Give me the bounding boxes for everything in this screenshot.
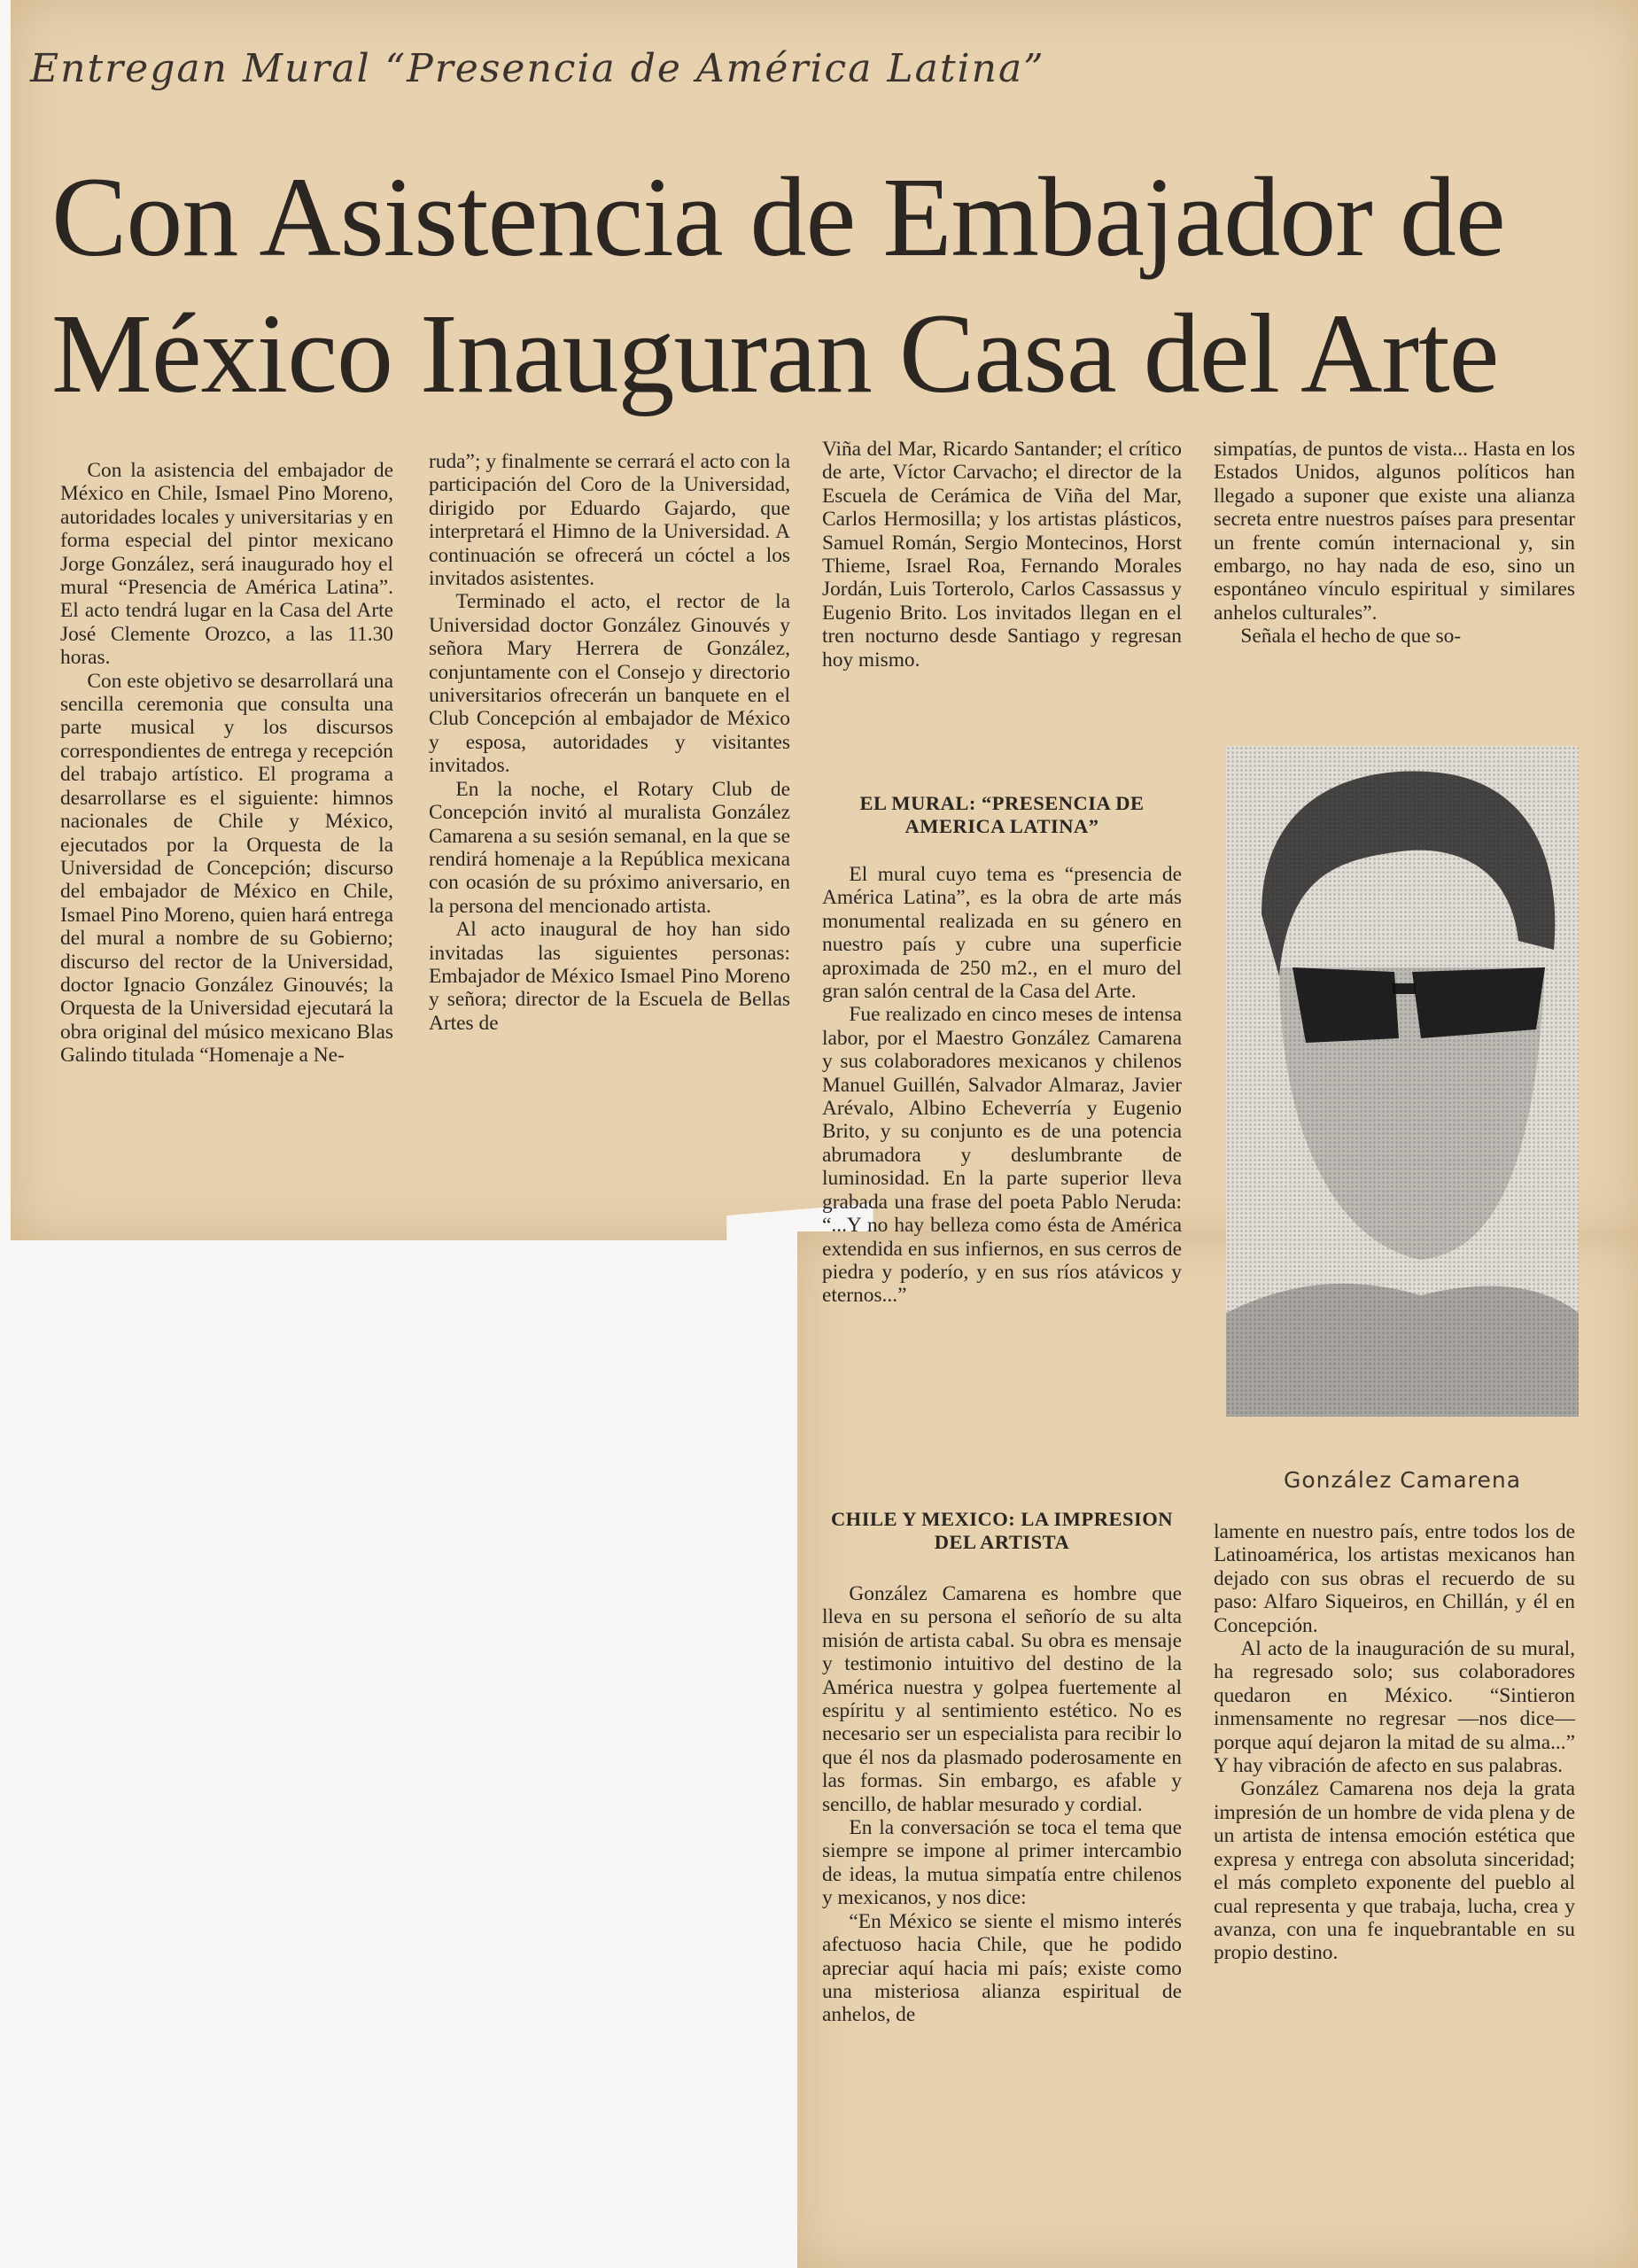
paragraph: Viña del Mar, Ricardo Santander; el crítico de arte, Víctor Carvacho; el director de la Escuela de Cerámica de Viña del Mar, Carlos Hermosilla; y los artistas plásticos, Samuel Román, Sergio Montecinos, Horst Thieme, Israel Roa, Fernando Morales Jordán, Luis Torterolo, Carlos Cassassus y Eugenio Brito. Los invitados llegan en el tren nocturno desde Santiago y regresan hoy mismo. [822,438,1182,672]
portrait-photo [1226,746,1579,1417]
paragraph: lamente en nuestro país, entre todos los de Latinoamérica, los artistas mexicanos han dejado con sus obras el recuerdo de su paso: Alfaro Siqueiros, en Chillán, y él en Concepción. [1214,1520,1575,1637]
article-column-2 [429,450,790,1035]
paragraph: En la conversación se toca el tema que siempre se impone al primer intercambio de ideas, la mutua simpatía entre chilenos y mexicanos, y nos dice: [822,1816,1182,1910]
article-column-4-bottom [1214,1520,1575,1965]
paragraph: Fue realizado en cinco meses de intensa labor, por el Maestro González Camarena y sus colaboradores mexicanos y chilenos Manuel Guillén, Salvador Almaraz, Javier Arévalo, Albino Echeverría y Eugenio Brito, y su conjunto es de una potencia abrumadora y deslumbrante de luminosidad. En la parte superior lleva grabada una frase del poeta Pablo Neruda: “...Y no hay belleza como ésta de América extendida en sus infiernos, en sus cerros de piedra y poderío, y en sus ríos atávicos y eternos...” [822,1003,1182,1308]
paragraph: En la noche, el Rotary Club de Concepción invitó al muralista González Camarena a su sesión semanal, en la que se rendirá homenaje a la República mexicana con ocasión de su próximo aniversario, en la persona del mencionado artista. [429,777,790,918]
paragraph: Con la asistencia del embajador de México en Chile, Ismael Pino Moreno, autoridades locales y universitarias y en forma especial del pintor mexicano Jorge González, será inaugurado hoy el mural “Presencia de América Latina”. El acto tendrá lugar en la Casa del Arte José Clemente Orozco, a las 11.30 horas. [60,459,393,670]
article-column-1 [60,459,393,1068]
paragraph: simpatías, de puntos de vista... Hasta en los Estados Unidos, algunos políticos han llegado a suponer que existe una alianza secreta entre nuestros países para presentar un frente común internacional y, sin embargo, no hay nada de eso, sino un espontáneo vínculo espiritual y similares anhelos culturales”. [1214,438,1575,625]
subhead-impresion: CHILE Y MEXICO: LA IMPRESION DEL ARTISTA [830,1508,1174,1553]
headline: Con Asistencia de Embajador de México Inauguran Casa del Arte [51,154,1505,416]
kicker: Entregan Mural “Presencia de América Latina” [30,46,1045,91]
paragraph: Con este objetivo se desarrollará una sencilla ceremonia que consulta una parte musical y los discursos correspondientes de entrega y recepción del trabajo artístico. El programa a desarrollarse es el siguiente: himnos nacionales de Chile y México, ejecutados por la Orquesta de la Universidad de Concepción; discurso del embajador de México en Chile, Ismael Pino Moreno, quien hará entrega del mural a nombre de su Gobierno; discurso del rector de la Universidad, doctor Ignacio González Ginouvés; la Orquesta de la Universidad ejecutará la obra original del músico mexicano Blas Galindo titulada “Homenaje a Ne- [60,669,393,1068]
paragraph: Al acto de la inauguración de su mural, ha regresado solo; sus colaboradores quedaron en México. “Sintieron inmensamente no regresar —nos dice— porque aquí dejaron la mitad de su alma...” Y hay vibración de afecto en sus palabras. [1214,1637,1575,1778]
paragraph: Señala el hecho de que so- [1240,625,1462,649]
subhead-mural: EL MURAL: “PRESENCIA DE AMERICA LATINA” [859,792,1145,837]
article-column-3-mid [822,863,1182,1308]
paragraph: El mural cuyo tema es “presencia de América Latina”, es la obra de arte más monumental realizada en su género en nuestro país y cubre una superficie aproximada de 250 m2., en el muro del gran salón central de la Casa del Arte. [822,863,1182,1004]
paragraph: ruda”; y finalmente se cerrará el acto con la participación del Coro de la Universidad, dirigido por Eduardo Gajardo, que interpretará el Himno de la Universidad. A continuación se ofrecerá un cóctel a los invitados asistentes. [429,450,790,591]
article-column-3-top [822,438,1182,672]
article-column-4-top [1214,438,1575,649]
paragraph: González Camarena nos deja la grata impresión de un hombre de vida plena y de un artista de intensa emoción estética que expresa y entrega con absoluta sinceridad; el más completo exponente del pueblo al cual representa y que trabaja, lucha, crea y avanza, con una fe inquebrantable en su propio destino. [1214,1777,1575,1965]
paragraph: Terminado el acto, el rector de la Universidad doctor González Ginouvés y señora Mary Herrera de González, conjuntamente con el Consejo y directorio universitarios ofrecerán un banquete en el Club Concepción al embajador de México y esposa, autoridades y visitantes invitados. [429,590,790,778]
article-column-3-bottom [822,1582,1182,2027]
paragraph: Al acto inaugural de hoy han sido invitadas las siguientes personas: Embajador de México Ismael Pino Moreno y señora; director de la Escuela de Bellas Artes de [429,918,790,1035]
paragraph: “En México se siente el mismo interés afectuoso hacia Chile, que he podido apreciar aquí hacia mi país; existe como una misteriosa alianza espiritual de anhelos, de [822,1909,1182,2027]
paragraph: González Camarena es hombre que lleva en su persona el señorío de su alta misión de artista cabal. Su obra es mensaje y testimonio intuitivo del destino de la América nuestra y golpea fuertemente al espíritu y al sentimiento estético. No es necesario ser un especialista para recibir lo que él nos da plasmado poderosamente en las formas. Sin embargo, es afable y sencillo, de hablar mesurado y cordial. [822,1582,1182,1816]
photo-caption: González Camarena [1283,1467,1522,1493]
